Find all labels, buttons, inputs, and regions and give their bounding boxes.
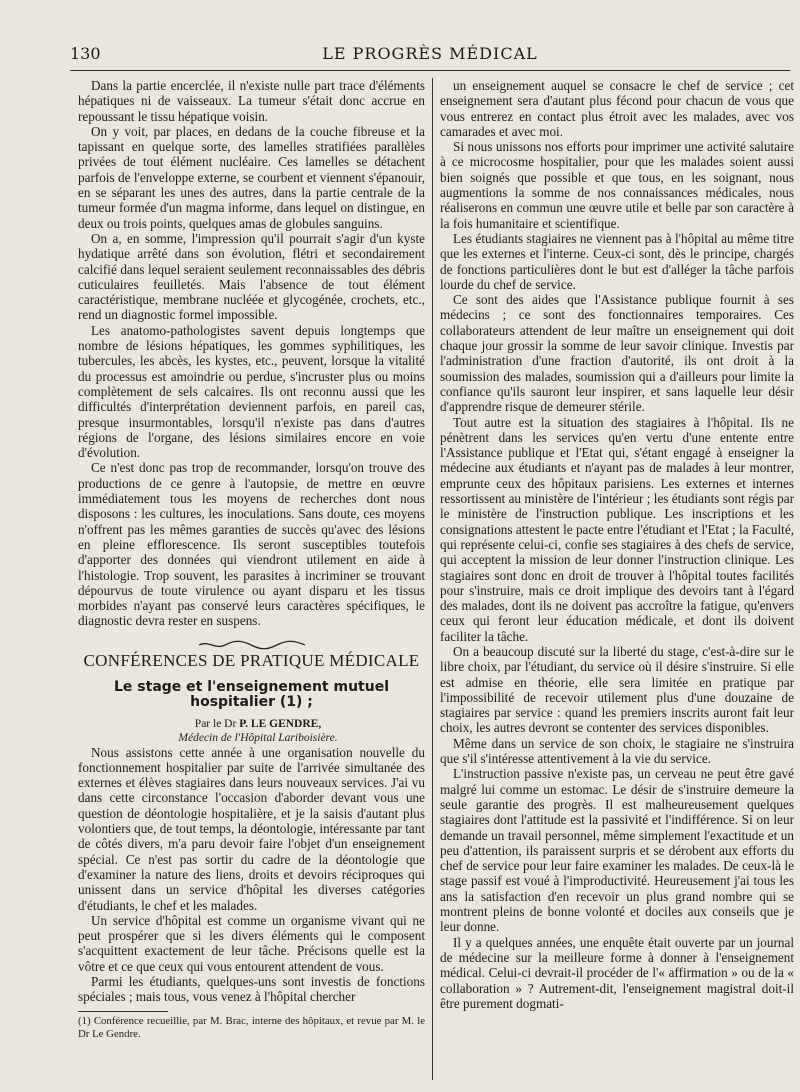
author-byline (78, 717, 425, 731)
author-affiliation: Médecin de l'Hôpital Lariboisière. (178, 731, 338, 744)
paragraph: Nous assistons cette année à une organisation nouvelle du fonctionnement hospitalier par suite de l'arrivée simultanée des externes et élèves stagiaires dans leurs nouveaux services. J'ai vu dans cette circonstance l'occasion d'aborder devant vous une question de déontologie hospitalière, et je la saisis d'autant plus volontiers que, de tout temps, la déontologie, intéressante par tant de côtés divers, m'a paru devoir faire l'objet d'un enseignement spécial. Ce n'est pas sortir du cadre de la déontologie que d'examiner la nature des liens, droits et devoirs réciproques qui unissent dans un service d'hôpital les diverses catégories d'étudiants, le chef et les malades. (78, 744, 425, 913)
column-divider (432, 78, 433, 1080)
section-title: CONFÉRENCES DE PRATIQUE MÉDICALE (83, 650, 420, 670)
article-title: Le stage et l'enseignement mutuel hospitalier (1) ; (114, 678, 389, 711)
author-name: P. LE GENDRE, (239, 717, 322, 730)
paragraph: Dans la partie encerclée, il n'existe nulle part trace d'éléments hépatiques ni de vaisseaux. La tumeur s'était donc accrue en repoussant le tissu hépatique voisin. (78, 78, 425, 124)
paragraph: Ce sont des aides que l'Assistance publique fournit à ses médecins ; ce sont des fonctionnaires temporaires. Ces collaborateurs attendent de leur maître un enseignement qui doit chaque jour grossir la somme de leur savoir clinique. Investis par l'administration d'une fraction d'autorité, ils ont droit à la soumission des malades, soumission qui a d'ailleurs pour limite la confiance qu'ils sauront leur inspirer, et sans laquelle leur désir d'apprendre risque de demeurer stérile. (440, 292, 794, 415)
paragraph: On a beaucoup discuté sur la liberté du stage, c'est-à-dire sur le libre choix, par l'étudiant, du service où il désire s'instruire. Si elle est admise en théorie, elle sera limitée en pratique par l'impossibilité de recevoir utilement plus d'une douzaine de stagiaires par service : quand les premiers inscrits auront fait leur choix, les autres devront se contenter des services disponibles. (440, 643, 794, 736)
paragraph: Il y a quelques années, une enquête était ouverte par un journal de médecine sur la meilleure forme à donner à l'enseignement médical. Celui-ci devrait-il procéder de l'« affirmation » ou de la « collaboration » ? Autrement-dit, l'enseignement magistral doit-il être purement dogmati- (440, 934, 794, 1011)
paragraph: L'instruction passive n'existe pas, un cerveau ne peut être gavé malgré lui comme un estomac. Le désir de s'instruire demeure la seule garantie des progrès. Il est malheureusement quelques stagiaires dont l'attitude est la passivité et l'indifférence. Si on leur demande un travail personnel, même simplement l'exactitude et un peu d'attention, ils paraissent surpris et se dérobent aux efforts du chef de service pour leur faire examiner les malades. De ceux-là le stage passif est voué à l'improductivité. Heureusement j'ai tous les ans la satisfaction d'en recevoir un plus grand nombre qui se montrent pleins de bonne volonté et dociles aux conseils que je leur donne. (440, 766, 794, 935)
right-column-paragraphs (440, 78, 794, 1011)
left-column-paragraphs (78, 78, 425, 629)
page-number: 130 (70, 44, 101, 63)
paragraph: On a, en somme, l'impression qu'il pourrait s'agir d'un kyste hydatique arrêté dans son évolution, flétri et secondairement calcifié dans lequel seraient seulement reconnaissables des débris cuticulaires feuilletés. Mais l'absence de tout élément caractéristique, membrane nucléée et glycogénée, crochets, etc., rend un diagnostic formel impossible. (78, 230, 425, 323)
paragraph: Même dans un service de son choix, le stagiaire ne s'instruira que s'il s'intéresse attentivement à la vie du service. (440, 735, 794, 767)
author-prefix: Par le Dr (194, 717, 237, 730)
paragraph: Les anatomo-pathologistes savent depuis longtemps que nombre de lésions hépatiques, les gommes syphilitiques, les tubercules, les abcès, les kystes, etc., peuvent, lorsque la vitalité du processus est amoindrie ou perdue, s'incruster plus ou moins complètement de sels calcaires. Ils ont reconnu aussi que les difficultés d'interprétation deviennent parfois, en pareil cas, presque insurmontables, lorsqu'il n'existe pas dans d'autres régions de l'organe, des lésions similaires encore en voie d'évolution. (78, 322, 425, 461)
left-column (78, 78, 425, 1080)
footnote: (1) Conférence recueillie, par M. Brac, interne des hôpitaux, et revue par M. le Dr Le Gendre. (78, 1014, 425, 1040)
paragraph: Parmi les étudiants, quelques-uns sont investis de fonctions spéciales ; mais tous, vous venez à l'hôpital chercher (78, 974, 425, 1005)
right-column (440, 78, 794, 1080)
paragraph: Un service d'hôpital est comme un organisme vivant qui ne peut prospérer que si les divers éléments qui le composent s'acquittent exactement de leur tâche. Précisons quelle est la vôtre et ce que ceux qui vous entourent attendent de vous. (78, 912, 425, 974)
article-paragraphs (78, 745, 425, 1005)
paragraph: Si nous unissons nos efforts pour imprimer une activité salutaire à ce microcosme hospitalier, pour que les malades soient aussi bien soignés que possible et que tous, en les soignant, nous augmentions la somme de nos connaissances médicales, nous réaliserons en commun une œuvre utile et belle par son caractère à la fois humanitaire et scientifique. (440, 139, 794, 231)
running-title: LE PROGRÈS MÉDICAL (322, 44, 538, 63)
paragraph: Ce n'est donc pas trop de recommander, lorsqu'on trouve des productions de ce genre à l'autopsie, de mettre en œuvre immédiatement tous les moyens de recherches dont nous disposons : les cultures, les inoculations. Sans doute, ces moyens n'offrent pas les mêmes garanties de succès qu'avec des lésions en pleine efflorescence. Ils seront susceptibles toutefois d'apporter des données qui viendront utilement en aide à l'histologie. Trop souvent, les parasites à incriminer se trouvant dépourvus de toute virulence ou ayant disparu et les tissus morbides n'ayant pas conservé leurs caractères spécifiques, le diagnostic devra rester en suspens. (78, 460, 425, 629)
paragraph: Les étudiants stagiaires ne viennent pas à l'hôpital au même titre que les externes et l'interne. Ceux-ci sont, dès le principe, chargés de fonctions particulières dont le but est d'alléger la tâche parfois lourde du chef de service. (440, 230, 794, 292)
ornament-divider (197, 639, 307, 651)
paragraph: un enseignement auquel se consacre le chef de service ; cet enseignement sera d'autant plus fécond pour chacun de vous que vous entrerez en contact plus étroit avec les malades, avec vos camarades et avec moi. (440, 78, 794, 139)
paragraph: Tout autre est la situation des stagiaires à l'hôpital. Ils ne pénètrent dans les services qu'en vertu d'une entente entre l'Assistance publique et l'Etat qui, s'étant engagé à enseigner la médecine aux étudiants et n'ayant pas de malades à leur montrer, emprunte ceux des hôpitaux parisiens. Les externes et internes ressortissent au ministère de l'intérieur ; les étudiants sont régis par le ministère de l'instruction publique. Les inscriptions et les consignations attestent le pacte entre l'étudiant et l'Etat ; la Faculté, qui représente celui-ci, confie ses stagiaires à des chefs de service, qui acceptent la mission de leur donner l'instruction clinique. Les stagiaires sont donc en droit de trouver à l'hôpital toutes facilités pour s'instruire, mais ce droit implique des devoirs tant à l'égard des malades, dont ils ne doivent pas accroître la fatigue, qu'envers ceux qui feront leur éducation médicale, et dont ils doivent faciliter la tâche. (440, 414, 794, 644)
page-header (70, 40, 790, 71)
paragraph: On y voit, par places, en dedans de la couche fibreuse et la tapissant en quelque sorte, des lamelles stratifiées parallèles privées de tout élément nucléaire. Ces lamelles se détachent parfois de l'enveloppe externe, se courbent et viennent s'épanouir, en se séparant les unes des autres, dans la partie centrale de la tumeur formée d'un magma informe, dans lequel on distingue, en deux ou trois points, quelques amas de globules sanguins. (78, 123, 425, 231)
footnote-rule (78, 1011, 168, 1012)
